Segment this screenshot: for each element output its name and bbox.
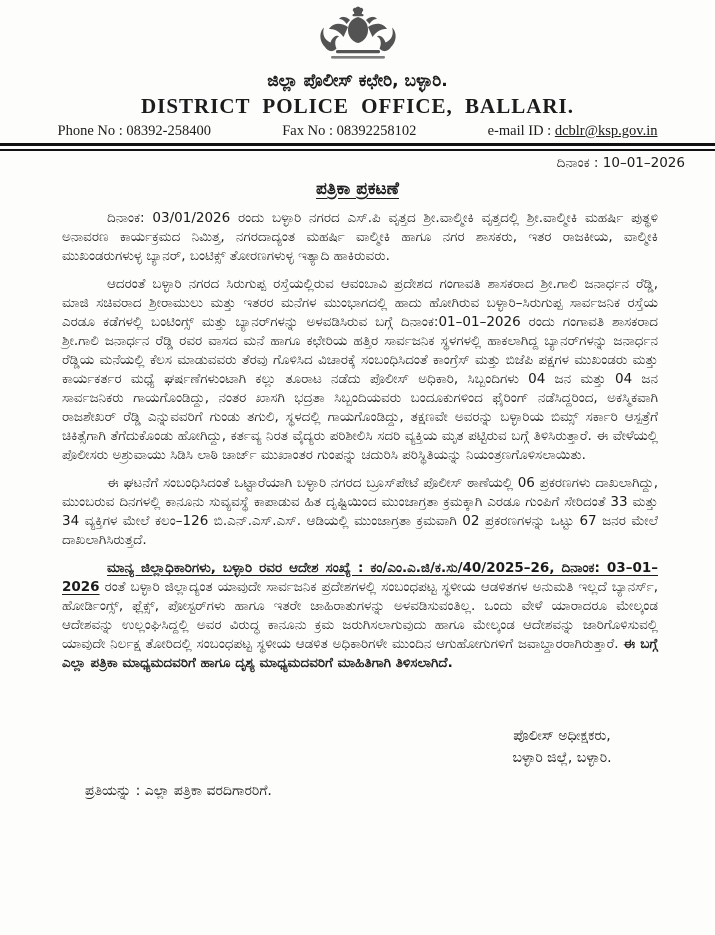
karnataka-state-emblem-icon [310, 6, 406, 64]
fax-number: Fax No : 08392258102 [282, 123, 417, 139]
page-title: ಪತ್ರಿಕಾ ಪ್ರಕಟಣೆ [316, 179, 399, 199]
signatory-designation: ಪೊಲೀಸ್ ಅಧೀಕ್ಷಕರು, [513, 728, 611, 744]
email-address: dcblr@ksp.gov.in [554, 123, 658, 139]
paragraph-2: ಆದರಂತೆ ಬಳ್ಳಾರಿ ನಗರದ ಸಿರುಗುಪ್ಪ ರಸ್ತೆಯಲ್ಲಿರುವ ಆವಂಬಾವಿ ಪ್ರದೇಶದ ಗಂಗಾವತಿ ಶಾಸಕರಾದ ಶ್ರೀ.ಗಾಲಿ ಜನಾರ್ಧನ ರೆಡ್ಡಿ, ಮಾಜಿ ಸಚಿವರಾದ ಶ್ರೀರಾಮುಲು ಮತ್ತು ಇತರರ ಮನೆಗಳ ಮುಂಭಾಗದಲ್ಲಿ ಹಾದು ಹೋಗಿರುವ ಬಳ್ಳಾರಿ–ಸಿರುಗುಪ್ಪ ಸಾರ್ವಜನಿಕ ರಸ್ತೆಯ ಎರಡೂ ಕಡೆಗಳಲ್ಲಿ ಬಂಟಿಂಗ್ಸ್ ಮತ್ತು ಬ್ಯಾನರ್‌ಗಳನ್ನು ಅಳವಡಿಸಿರುವ ಬಗ್ಗೆ ದಿನಾಂಕ:01–01–2026 ರಂದು ಗಂಗಾವತಿ ಶಾಸಕರಾದ ಶ್ರೀ.ಗಾಲಿ ಜನಾರ್ಧನ ರೆಡ್ಡಿ ರವರ ವಾಸದ ಮನೆ ಹಾಗೂ ಕಛೇರಿಯ ಹತ್ತಿರ ಸಾರ್ವಜನಿಕ ಸ್ಥಳಗಳಲ್ಲಿ ಹಾಕಲಾಗಿದ್ದ ಬ್ಯಾನರ್‌ಗಳನ್ನು ಜನಾರ್ಧನ ರೆಡ್ಡಿಯ ಮನೆಯಲ್ಲಿ ಕೆಲಸ ಮಾಡುವವರು ತೆರವು ಗೊಳಿಸಿದ ವಿಚಾರಕ್ಕೆ ಸಂಬಂಧಿಸಿದಂತೆ ಕಾಂಗ್ರೆಸ್ ಮತ್ತು ಬಿಜೆಪಿ ಪಕ್ಷಗಳ ಮುಖಂಡರು ಮತ್ತು ಕಾರ್ಯಕರ್ತರ ಮಧ್ಯೆ ಘರ್ಷಣೆಗಳುಂಟಾಗಿ ಕಲ್ಲು ತೂರಾಟ ನಡೆದು ಪೊಲೀಸ್ ಅಧಿಕಾರಿ, ಸಿಬ್ಬಂದಿಗಳು 04 ಜನ ಮತ್ತು 04 ಜನ ಸಾರ್ವಜನಿಕರು ಗಾಯಗೊಂಡಿದ್ದು, ನಂತರ ಖಾಸಗಿ ಭದ್ರತಾ ಸಿಬ್ಬಂದಿಯವರು ಬಂದೂಕುಗಳಿಂದ ಫೈರಿಂಗ್ ನಡೆಸಿದ್ದರಿಂದ, ಅಕಸ್ಮಿಕವಾಗಿ ರಾಜಶೇಖರ್ ರೆಡ್ಡಿ ಎನ್ನುವವರಿಗೆ ಗುಂಡು ತಗುಲಿ, ಸ್ಥಳದಲ್ಲಿ ಗಾಯಗೊಂಡಿದ್ದು, ತಕ್ಷಣವೇ ಅವರನ್ನು ಬಳ್ಳಾರಿಯ ಬಿಮ್ಸ್ ಸರ್ಕಾರಿ ಆಸ್ಪತ್ರೆಗೆ ಚಿಕಿತ್ಸೆಗಾಗಿ ತೆಗೆದುಕೊಂಡು ಹೋಗಿದ್ದು, ಕರ್ತವ್ಯ ನಿರತ ವೈದ್ಯರು ಪರಿಶೀಲಿಸಿ ಸದರಿ ವ್ಯಕ್ತಿಯ ಮೃತ ಪಟ್ಟಿರುವ ಬಗ್ಗೆ ತಿಳಿಸಿರುತ್ತಾರೆ. ಈ ವೇಳೆಯಲ್ಲಿ ಪೊಲೀಸರು ಅಶ್ರುವಾಯು ಸಿಡಿಸಿ ಲಾಠಿ ಚಾರ್ಜ್ ಮುಖಾಂತರ ಗುಂಪನ್ನು ಚದುರಿಸಿ ಪರಿಸ್ಥಿತಿಯನ್ನು ನಿಯಂತ್ರಣಗೊಳಿಸಲಾಯಿತು. [62, 276, 658, 463]
signature-block [447, 725, 677, 769]
office-name-kannada: ಜಿಲ್ಲಾ ಪೊಲೀಸ್ ಕಛೇರಿ, ಬಳ್ಳಾರಿ. [267, 71, 448, 91]
phone-number: Phone No : 08392-258400 [57, 123, 211, 139]
paragraph-3: ಈ ಘಟನೆಗೆ ಸಂಬಂಧಿಸಿದಂತೆ ಒಟ್ಟಾರೆಯಾಗಿ ಬಳ್ಳಾರಿ ನಗರದ ಬ್ರೂಸ್‌ಪೇಟೆ ಪೊಲೀಸ್ ಠಾಣೆಯಲ್ಲಿ 06 ಪ್ರಕರಣಗಳು ದಾಖಲಾಗಿದ್ದು, ಮುಂಬರುವ ದಿನಗಳಲ್ಲಿ ಕಾನೂನು ಸುವ್ಯವಸ್ಥೆ ಕಾಪಾಡುವ ಹಿತ ದೃಷ್ಟಿಯಿಂದ ಮುಂಜಾಗ್ರತಾ ಕ್ರಮಕ್ಕಾಗಿ ಎರಡೂ ಗುಂಪಿಗೆ ಸೇರಿದಂತೆ 33 ಮತ್ತು 34 ವ್ಯಕ್ತಿಗಳ ಮೇಲೆ ಕಲಂ–126 ಬಿ.ಎನ್.ಎಸ್.ಎಸ್. ಆಡಿಯಲ್ಲಿ ಮುಂಜಾಗ್ರತಾ ಕ್ರಮವಾಗಿ 02 ಪ್ರಕರಣಗಳನ್ನು ಒಟ್ಟು 67 ಜನರ ಮೇಲೆ ದಾಖಲಾಗಿಸಿರುತ್ತದೆ. [62, 475, 658, 548]
header-double-rule [0, 143, 715, 151]
paragraph-1: ದಿನಾಂಕ: 03/01/2026 ರಂದು ಬಳ್ಳಾರಿ ನಗರದ ಎಸ್.ಪಿ ವೃತ್ತದ ಶ್ರೀ.ವಾಲ್ಮೀಕಿ ವೃತ್ತದಲ್ಲಿ ಶ್ರೀ.ವಾಲ್ಮೀಕಿ ಮಹರ್ಷಿ ಪುತ್ಥಳಿ ಅನಾವರಣ ಕಾರ್ಯಕ್ರಮದ ನಿಮಿತ್ತ, ನಗರದಾದ್ಯಂತ ಮಹರ್ಷಿ ವಾಲ್ಮೀಕಿ ಹಾಗೂ ನಗರ ಶಾಸಕರು, ಇತರ ರಾಜಕೀಯ, ವಾಲ್ಮೀಕಿ ಮುಖಂಡರುಗಳುಳ್ಳ ಬ್ಯಾನರ್, ಬಂಟಿಕ್ಸ್ ತೋರಣಗಳುಳ್ಳ ಇತ್ಯಾದಿ ಹಾಕಿರುವರು. [62, 210, 658, 264]
email-label: e-mail ID : [487, 123, 555, 139]
order-details: ರಂತೆ ಬಳ್ಳಾರಿ ಜಿಲ್ಲಾದ್ಯಂತ ಯಾವುದೇ ಸಾರ್ವಜನಿಕ ಪ್ರದೇಶಗಳಲ್ಲಿ ಸಂಬಂಧಪಟ್ಟ ಸ್ಥಳೀಯ ಆಡಳಿತಗಳ ಅನುಮತಿ ಇಲ್ಲದೆ ಬ್ಯಾನರ್ಸ್, ಹೋರ್ಡಿಂಗ್ಸ್, ಫ್ಲೆಕ್ಸ್, ಪೋಸ್ಟರ್‌ಗಳು ಹಾಗೂ ಇತರೇ ಜಾಹಿರಾತುಗಳನ್ನು ಅಳವಡಿಸುವಂತಿಲ್ಲ. ಒಂದು ವೇಳೆ ಯಾರಾದರೂ ಮೇಲ್ಕಂಡ ಆದೇಶವನ್ನು ಉಲ್ಲಂಘಿಸಿದ್ದಲ್ಲಿ ಅವರ ವಿರುದ್ಧ ಕಾನೂನು ಕ್ರಮ ಜರುಗಿಸಲಾಗುವುದು ಹಾಗೂ ಮೇಲ್ಕಂಡ ಆದೇಶವನ್ನು ಜಾರಿಗೊಳಿಸುವಲ್ಲಿ ಯಾವುದೇ ನಿರ್ಲಕ್ಷ ತೋರಿದಲ್ಲಿ ಸಂಬಂಧಪಟ್ಟ ಸ್ಥಳೀಯ ಆಡಳಿತ ಅಧಿಕಾರಿಗಳೇ ಮುಂದಿನ ಆಗುಹೋಗುಗಳಿಗೆ ಜವಾಬ್ದಾರರಾಗಿರುತ್ತಾರೆ. [62, 579, 658, 652]
copy-to-line: ಪ್ರತಿಯನ್ನು : ಎಲ್ಲಾ ಪತ್ರಿಕಾ ವರದಿಗಾರರಿಗೆ. [85, 783, 272, 799]
media-notice: ಈ ಬಗ್ಗೆ ಎಲ್ಲಾ ಪತ್ರಿಕಾ ಮಾಧ್ಯಮದವರಿಗೆ ಹಾಗೂ ದೃಶ್ಯ ಮಾಧ್ಯಮದವರಿಗೆ ಮಾಹಿತಿಗಾಗಿ ತಿಳಿಸಲಾಗಿದೆ. [62, 636, 658, 671]
signatory-location: ಬಳ್ಳಾರಿ ಜಿಲ್ಲೆ, ಬಳ್ಳಾರಿ. [512, 750, 612, 766]
document-body [62, 209, 658, 673]
paragraph-4 [62, 559, 658, 673]
email-id [488, 123, 658, 140]
office-name-english: DISTRICT POLICE OFFICE, BALLARI. [141, 94, 574, 118]
order-reference: ಮಾನ್ಯ ಜಿಲ್ಲಾಧಿಕಾರಿಗಳು, ಬಳ್ಳಾರಿ ರವರ ಆದೇಶ ಸಂಖ್ಯೆ : ಕಂ/ಎಂ.ಎ.ಜಿ/ಕ.ಸು/40/2025–26, ದಿನಾಂಕ: 03–01–2026 [62, 560, 658, 595]
contact-row [58, 123, 658, 140]
document-date: ದಿನಾಂಕ : 10–01–2026 [556, 155, 685, 171]
letterhead [0, 0, 715, 140]
